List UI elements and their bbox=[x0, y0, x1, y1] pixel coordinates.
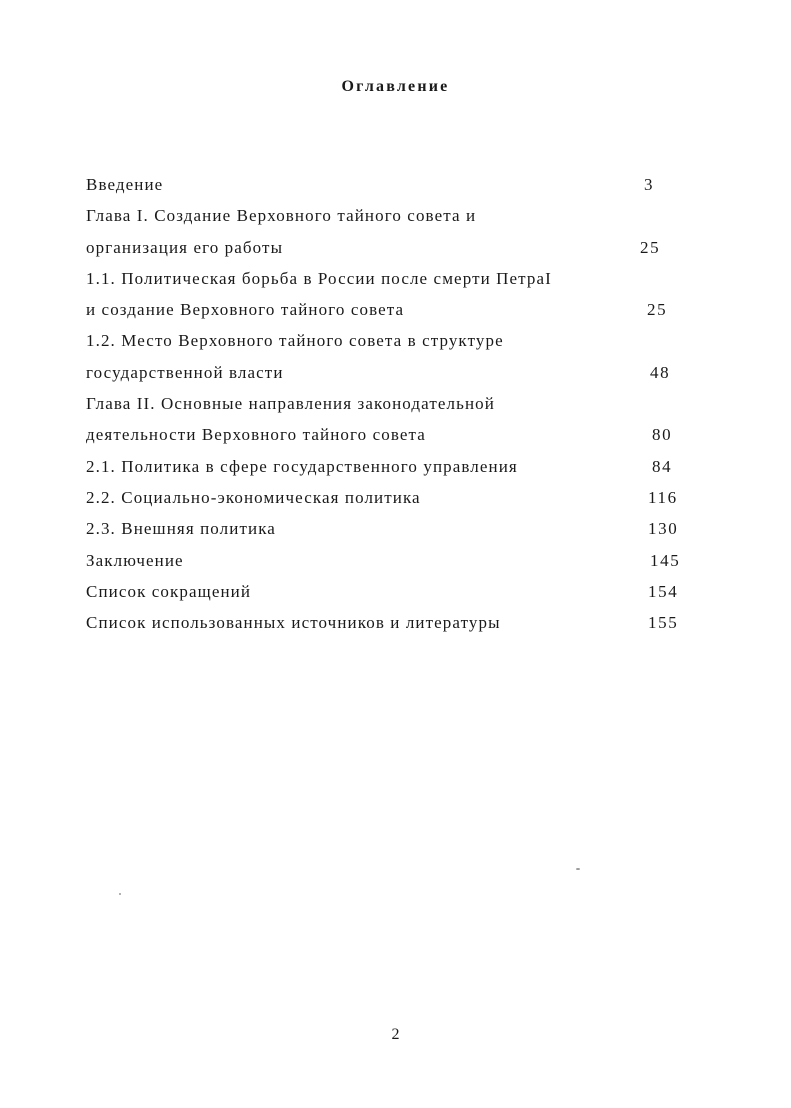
toc-entry-text: 1.2. Место Верховного тайного совета в структуре bbox=[86, 331, 504, 351]
toc-entry-page: 145 bbox=[650, 550, 681, 570]
toc-entry-text: деятельности Верховного тайного совета bbox=[86, 425, 426, 445]
toc-entry-text: и создание Верховного тайного совета bbox=[86, 300, 405, 320]
toc-entry bbox=[86, 234, 706, 265]
toc-entry-text: Список сокращений bbox=[86, 581, 252, 601]
toc-entry-text: Глава I. Создание Верховного тайного совета и bbox=[86, 206, 477, 226]
toc-entry bbox=[86, 390, 706, 421]
toc-entry bbox=[86, 515, 706, 546]
toc-entry-page: 154 bbox=[648, 581, 679, 601]
toc-entry bbox=[86, 265, 706, 296]
toc-entry-text: Глава II. Основные направления законодательной bbox=[86, 394, 495, 414]
toc-entry bbox=[86, 484, 706, 515]
table-of-contents bbox=[86, 171, 706, 640]
scan-speck bbox=[576, 868, 580, 870]
toc-entry bbox=[86, 453, 706, 484]
toc-entry bbox=[86, 421, 706, 452]
toc-entry bbox=[86, 171, 706, 202]
toc-entry-text: организация его работы bbox=[86, 237, 284, 257]
toc-entry-page: 25 bbox=[647, 300, 668, 320]
page-title: Оглавление bbox=[341, 78, 450, 95]
toc-entry bbox=[86, 578, 706, 609]
scan-speck bbox=[119, 893, 121, 895]
toc-entry-page: 3 bbox=[644, 175, 655, 194]
toc-entry bbox=[86, 202, 706, 233]
toc-entry-text: 2.3. Внешняя политика bbox=[86, 519, 276, 539]
toc-entry bbox=[86, 547, 706, 578]
toc-entry bbox=[86, 359, 706, 390]
toc-entry-text: 2.1. Политика в сфере государственного управления bbox=[86, 456, 518, 476]
toc-entry-text: Заключение bbox=[86, 550, 184, 570]
toc-entry-text: 2.2. Социально-экономическая политика bbox=[86, 487, 421, 507]
toc-entry-text: Введение bbox=[86, 175, 164, 194]
toc-entry-page: 130 bbox=[648, 519, 679, 539]
toc-entry-page: 155 bbox=[648, 613, 679, 633]
toc-entry bbox=[86, 609, 706, 640]
toc-entry-page: 48 bbox=[650, 362, 671, 382]
toc-entry-text: государственной власти bbox=[86, 362, 284, 382]
page-number: 2 bbox=[391, 1026, 400, 1043]
toc-entry-page: 84 bbox=[652, 456, 673, 476]
toc-entry-text: Список использованных источников и литературы bbox=[86, 613, 501, 633]
toc-entry-page: 116 bbox=[648, 487, 678, 507]
toc-entry bbox=[86, 327, 706, 358]
toc-entry-page: 80 bbox=[652, 425, 673, 445]
toc-entry bbox=[86, 296, 706, 327]
toc-entry-page: 25 bbox=[640, 237, 661, 257]
toc-entry-text: 1.1. Политическая борьба в России после смерти ПетраI bbox=[86, 268, 552, 288]
